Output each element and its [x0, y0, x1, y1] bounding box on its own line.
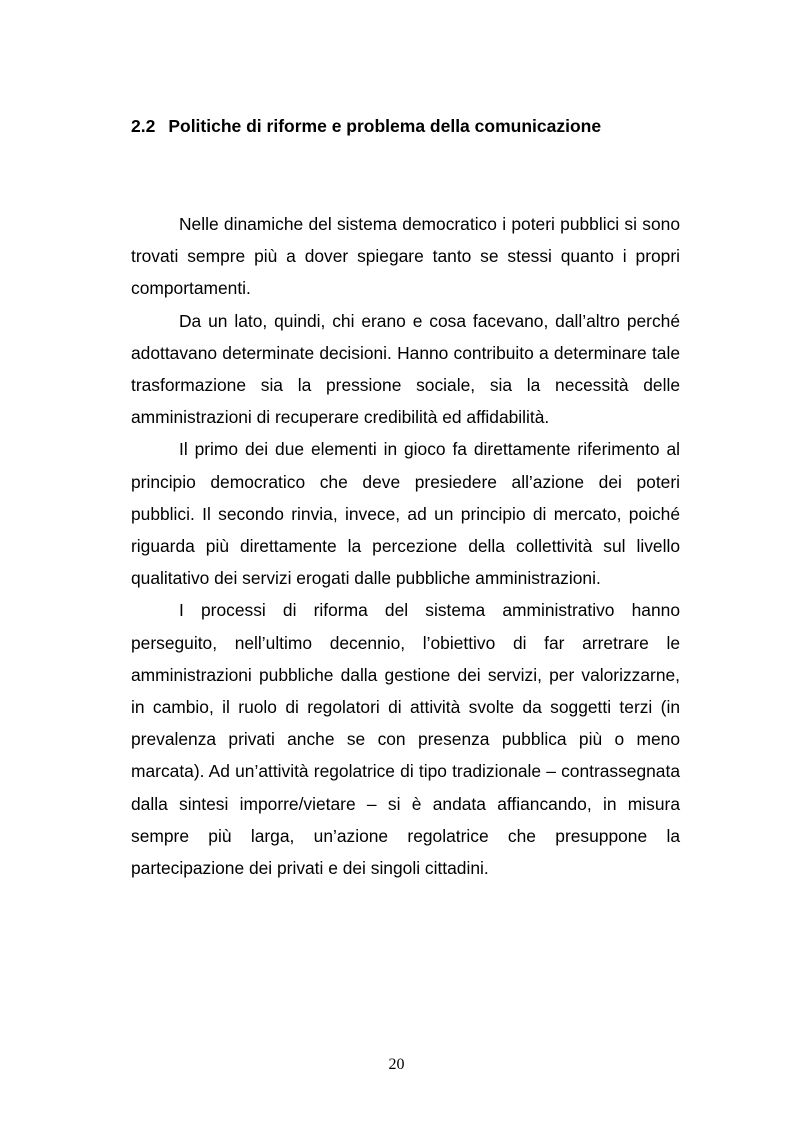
body-text [131, 208, 680, 884]
section-title: Politiche di riforme e problema della comunicazione [168, 116, 602, 136]
paragraph-3: Il primo dei due elementi in gioco fa direttamente riferimento al principio democratico che deve presiedere all’azione dei poteri pubblici. Il secondo rinvia, invece, ad un principio di mercato, poiché riguarda più direttamente la percezione della collettività sul livello qualitativo dei servizi erogati dalle pubbliche amministrazioni. [131, 439, 680, 589]
section-number: 2.2 [131, 116, 156, 136]
paragraph-4: I processi di riforma del sistema amministrativo hanno perseguito, nell’ultimo decennio, l’obiettivo di far arretrare le amministrazioni pubbliche dalla gestione dei servizi, per valorizzarne, in cambio, il ruolo di regolatori di attività svolte da soggetti terzi (in prevalenza privati anche se con presenza pubblica più o meno marcata). Ad un’attività regolatrice di tipo tradizionale – contrassegnata dalla sintesi imporre/vietare – si è andata affiancando, in misura sempre più larga, un’azione regolatrice che presuppone la partecipazione dei privati e dei singoli cittadini. [131, 600, 680, 879]
paragraph-2: Da un lato, quindi, chi erano e cosa facevano, dall’altro perché adottavano determinate decisioni. Hanno contribuito a determinare tale trasformazione sia la pressione sociale, sia la necessità delle amministrazioni di recuperare credibilità ed affidabilità. [131, 310, 680, 428]
paragraph-1: Nelle dinamiche del sistema democratico i poteri pubblici si sono trovati sempre più a dover spiegare tanto se stessi quanto i propri comportamenti. [131, 214, 680, 299]
section-heading [131, 114, 691, 138]
page-number: 20 [388, 1056, 405, 1073]
